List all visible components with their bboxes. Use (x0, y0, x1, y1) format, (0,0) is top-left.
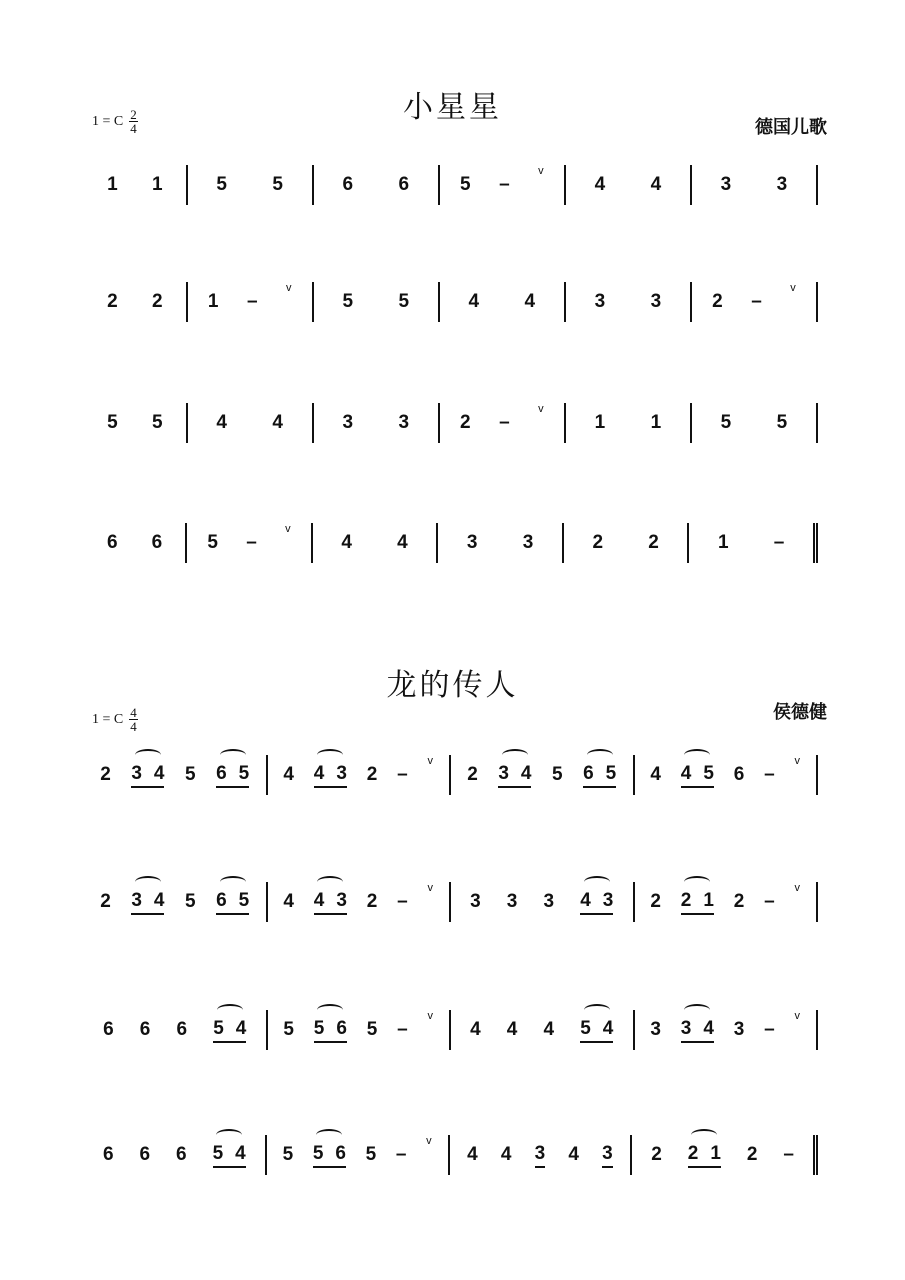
underlined-note-group (314, 763, 347, 788)
measure (635, 882, 819, 922)
breath-mark: v (794, 882, 801, 894)
slur-arc (684, 876, 710, 888)
note: 4 (283, 891, 294, 912)
staff-row (84, 282, 818, 322)
dash-note-extension: – (764, 1019, 775, 1040)
slur-arc (502, 749, 528, 761)
note: 3 (720, 174, 732, 195)
slur-arc (317, 876, 343, 888)
note: 5 (184, 764, 196, 785)
note: 5 (703, 762, 714, 784)
underlined-note-group (602, 1143, 613, 1168)
note: 5 (342, 291, 354, 312)
note: 1 (207, 291, 219, 312)
measure (268, 882, 452, 922)
underlined-note-group (580, 890, 613, 915)
measure (187, 523, 313, 563)
note: 5 (580, 1017, 591, 1039)
slur-arc (316, 1129, 342, 1141)
note: 2 (648, 532, 659, 553)
note: 5 (212, 1142, 224, 1164)
dash-note-extension: – (764, 764, 775, 785)
measure (564, 523, 690, 563)
time-signature (129, 108, 138, 135)
staff-row (84, 882, 818, 922)
staff-row (84, 1135, 818, 1175)
dash-note-extension: – (751, 291, 762, 312)
breath-mark: v (427, 1010, 434, 1022)
note: 2 (366, 764, 378, 785)
note: 6 (583, 762, 594, 784)
note: 2 (100, 891, 111, 912)
time-top: 4 (130, 705, 137, 720)
note: 3 (534, 1142, 546, 1164)
note: 4 (520, 762, 532, 784)
note: 3 (342, 412, 354, 433)
slur-arc (135, 876, 161, 888)
note: 2 (460, 412, 471, 433)
note: 4 (650, 764, 661, 785)
staff-row (84, 403, 818, 443)
measure (451, 1010, 635, 1050)
note: 2 (592, 532, 604, 553)
measure (314, 165, 440, 205)
staff-row (84, 165, 818, 205)
note: 3 (543, 891, 555, 912)
dash-note-extension: – (246, 291, 258, 312)
note: 4 (313, 762, 325, 784)
composer-credit: 侯德健 (773, 702, 827, 723)
note: 4 (524, 291, 536, 312)
measure (566, 165, 692, 205)
slur-arc (684, 1004, 710, 1016)
note: 4 (506, 1019, 518, 1040)
slur-arc (684, 749, 710, 761)
note: 5 (366, 1019, 378, 1040)
underlined-note-group (131, 890, 164, 915)
note: 5 (313, 1017, 325, 1039)
underlined-note-group (216, 890, 249, 915)
note: 4 (543, 1019, 555, 1040)
note: 5 (282, 1144, 294, 1165)
note: 6 (335, 1142, 346, 1164)
dash-note-extension: – (397, 764, 408, 785)
slur-arc (317, 749, 343, 761)
note: 1 (718, 532, 729, 553)
dash-note-extension: – (397, 891, 408, 912)
note: 3 (733, 1019, 745, 1040)
note: 5 (213, 1017, 224, 1039)
underlined-note-group (681, 1018, 714, 1043)
underlined-note-group (688, 1143, 721, 1168)
slur-arc (587, 749, 613, 761)
note: 5 (207, 532, 218, 553)
measure (440, 165, 566, 205)
measure (689, 523, 818, 563)
measure (635, 1010, 819, 1050)
note: 1 (650, 412, 662, 433)
measure (438, 523, 564, 563)
note: 3 (470, 891, 481, 912)
note: 4 (650, 174, 662, 195)
measure (84, 523, 187, 563)
note: 6 (216, 889, 227, 911)
underlined-note-group (498, 763, 531, 788)
note: 6 (336, 1017, 347, 1039)
note: 3 (594, 291, 606, 312)
breath-mark: v (794, 755, 801, 767)
slur-arc (217, 1004, 243, 1016)
dash-note-extension: – (395, 1144, 407, 1165)
note: 5 (272, 174, 283, 195)
slur-arc (691, 1129, 717, 1141)
time-signature (129, 706, 138, 733)
measure (84, 165, 188, 205)
note: 3 (602, 1142, 613, 1164)
underlined-note-group (131, 763, 164, 788)
note: 4 (468, 291, 480, 312)
note: 4 (153, 762, 165, 784)
underlined-note-group (213, 1018, 246, 1043)
note: 2 (650, 891, 661, 912)
note: 6 (733, 764, 745, 785)
dash-note-extension: – (499, 412, 510, 433)
note: 5 (238, 762, 250, 784)
note: 5 (283, 1019, 294, 1040)
note: 1 (710, 1142, 721, 1164)
staff-row (84, 755, 818, 795)
measure (314, 403, 440, 443)
dash-note-extension: – (783, 1144, 794, 1165)
note: 1 (594, 412, 606, 433)
slur-arc (584, 1004, 610, 1016)
dash-note-extension: – (773, 532, 785, 553)
measure (451, 755, 635, 795)
breath-mark: v (790, 282, 796, 294)
underlined-note-group (314, 1018, 347, 1043)
measure (440, 403, 566, 443)
time-top: 2 (130, 107, 137, 122)
measure (314, 282, 440, 322)
underlined-note-group (313, 1143, 346, 1168)
note: 2 (746, 1144, 758, 1165)
underlined-note-group (681, 890, 714, 915)
key-label: 1 = C (92, 113, 124, 129)
slur-arc (135, 749, 161, 761)
note: 4 (467, 1144, 478, 1165)
note: 3 (498, 762, 509, 784)
dash-note-extension: – (397, 1019, 408, 1040)
underlined-note-group (213, 1143, 246, 1168)
note: 2 (467, 764, 478, 785)
time-bottom: 4 (130, 121, 137, 136)
slur-arc (317, 1004, 343, 1016)
note: 6 (151, 532, 163, 553)
measure (450, 1135, 633, 1175)
note: 4 (470, 1019, 481, 1040)
note: 5 (184, 891, 196, 912)
underlined-note-group (216, 763, 249, 788)
slur-arc (220, 876, 246, 888)
measure (84, 403, 188, 443)
note: 2 (107, 291, 118, 312)
measure (267, 1135, 450, 1175)
measure (188, 282, 314, 322)
measure (84, 1010, 268, 1050)
measure (268, 755, 452, 795)
underlined-note-group (681, 763, 714, 788)
measure (84, 882, 268, 922)
breath-mark: v (427, 755, 434, 767)
note: 5 (551, 764, 563, 785)
note: 4 (568, 1144, 579, 1165)
note: 3 (602, 889, 614, 911)
note: 1 (151, 174, 163, 195)
measure (632, 1135, 818, 1175)
note: 2 (100, 764, 111, 785)
note: 3 (131, 762, 142, 784)
note: 3 (680, 1017, 692, 1039)
measure (692, 403, 818, 443)
note: 5 (365, 1144, 377, 1165)
note: 6 (176, 1144, 187, 1165)
measure (84, 755, 268, 795)
note: 4 (235, 1142, 246, 1164)
note: 2 (680, 889, 692, 911)
note: 3 (650, 1019, 661, 1040)
measure (84, 1135, 267, 1175)
note: 5 (107, 412, 118, 433)
note: 3 (336, 889, 347, 911)
note: 4 (397, 532, 408, 553)
underlined-note-group (580, 1018, 613, 1043)
note: 6 (176, 1019, 188, 1040)
measure (692, 282, 818, 322)
note: 3 (398, 412, 410, 433)
note: 5 (238, 889, 250, 911)
measure (440, 282, 566, 322)
dash-note-extension: – (499, 174, 510, 195)
underlined-note-group (314, 890, 347, 915)
note: 3 (776, 174, 788, 195)
note: 5 (605, 762, 617, 784)
note: 5 (460, 174, 471, 195)
note: 4 (216, 412, 227, 433)
note: 6 (139, 1019, 151, 1040)
measure (313, 523, 439, 563)
note: 4 (153, 889, 165, 911)
measure (188, 403, 314, 443)
note: 4 (283, 764, 294, 785)
note: 4 (313, 889, 325, 911)
key-label: 1 = C (92, 711, 124, 727)
underlined-note-group (583, 763, 616, 788)
note: 3 (336, 762, 347, 784)
key-signature (92, 108, 138, 135)
measure (566, 403, 692, 443)
note: 4 (272, 412, 283, 433)
note: 3 (466, 532, 478, 553)
song-title: 小星星 (403, 90, 502, 125)
slur-arc (220, 749, 246, 761)
note: 4 (703, 1017, 714, 1039)
measure (84, 282, 188, 322)
note: 2 (712, 291, 723, 312)
staff-row (84, 1010, 818, 1050)
note: 3 (131, 889, 142, 911)
staff-row (84, 523, 818, 563)
breath-mark: v (427, 882, 434, 894)
note: 4 (594, 174, 606, 195)
note: 5 (151, 412, 163, 433)
note: 2 (651, 1144, 662, 1165)
note: 6 (102, 1144, 114, 1165)
composer-credit: 德国儿歌 (755, 117, 827, 138)
note: 4 (602, 1017, 614, 1039)
note: 3 (522, 532, 534, 553)
note: 5 (216, 174, 227, 195)
note: 4 (500, 1144, 512, 1165)
breath-mark: v (538, 403, 544, 415)
note: 6 (107, 532, 118, 553)
note: 6 (139, 1144, 151, 1165)
measure (188, 165, 314, 205)
note: 6 (398, 174, 410, 195)
time-bottom: 4 (130, 719, 137, 734)
measure (451, 882, 635, 922)
note: 4 (341, 532, 352, 553)
note: 2 (733, 891, 745, 912)
note: 5 (776, 412, 788, 433)
dash-note-extension: – (764, 891, 775, 912)
breath-mark: v (285, 523, 291, 535)
note: 3 (506, 891, 518, 912)
note: 6 (103, 1019, 114, 1040)
key-signature (92, 706, 138, 733)
note: 3 (650, 291, 662, 312)
note: 5 (720, 412, 732, 433)
song-title: 龙的传人 (386, 668, 519, 703)
note: 5 (312, 1142, 324, 1164)
note: 6 (216, 762, 227, 784)
note: 1 (703, 889, 714, 911)
measure (566, 282, 692, 322)
measure (635, 755, 819, 795)
note: 5 (398, 291, 410, 312)
note: 1 (107, 174, 118, 195)
slur-arc (584, 876, 610, 888)
note: 4 (580, 889, 591, 911)
note: 4 (235, 1017, 247, 1039)
measure (268, 1010, 452, 1050)
note: 6 (342, 174, 354, 195)
underlined-note-group (535, 1143, 546, 1168)
note: 4 (680, 762, 692, 784)
breath-mark: v (285, 282, 292, 294)
note: 2 (366, 891, 378, 912)
slur-arc (216, 1129, 242, 1141)
breath-mark: v (426, 1135, 432, 1147)
note: 2 (687, 1142, 699, 1164)
breath-mark: v (794, 1010, 801, 1022)
note: 2 (151, 291, 163, 312)
breath-mark: v (538, 165, 544, 177)
dash-note-extension: – (246, 532, 257, 553)
measure (692, 165, 818, 205)
